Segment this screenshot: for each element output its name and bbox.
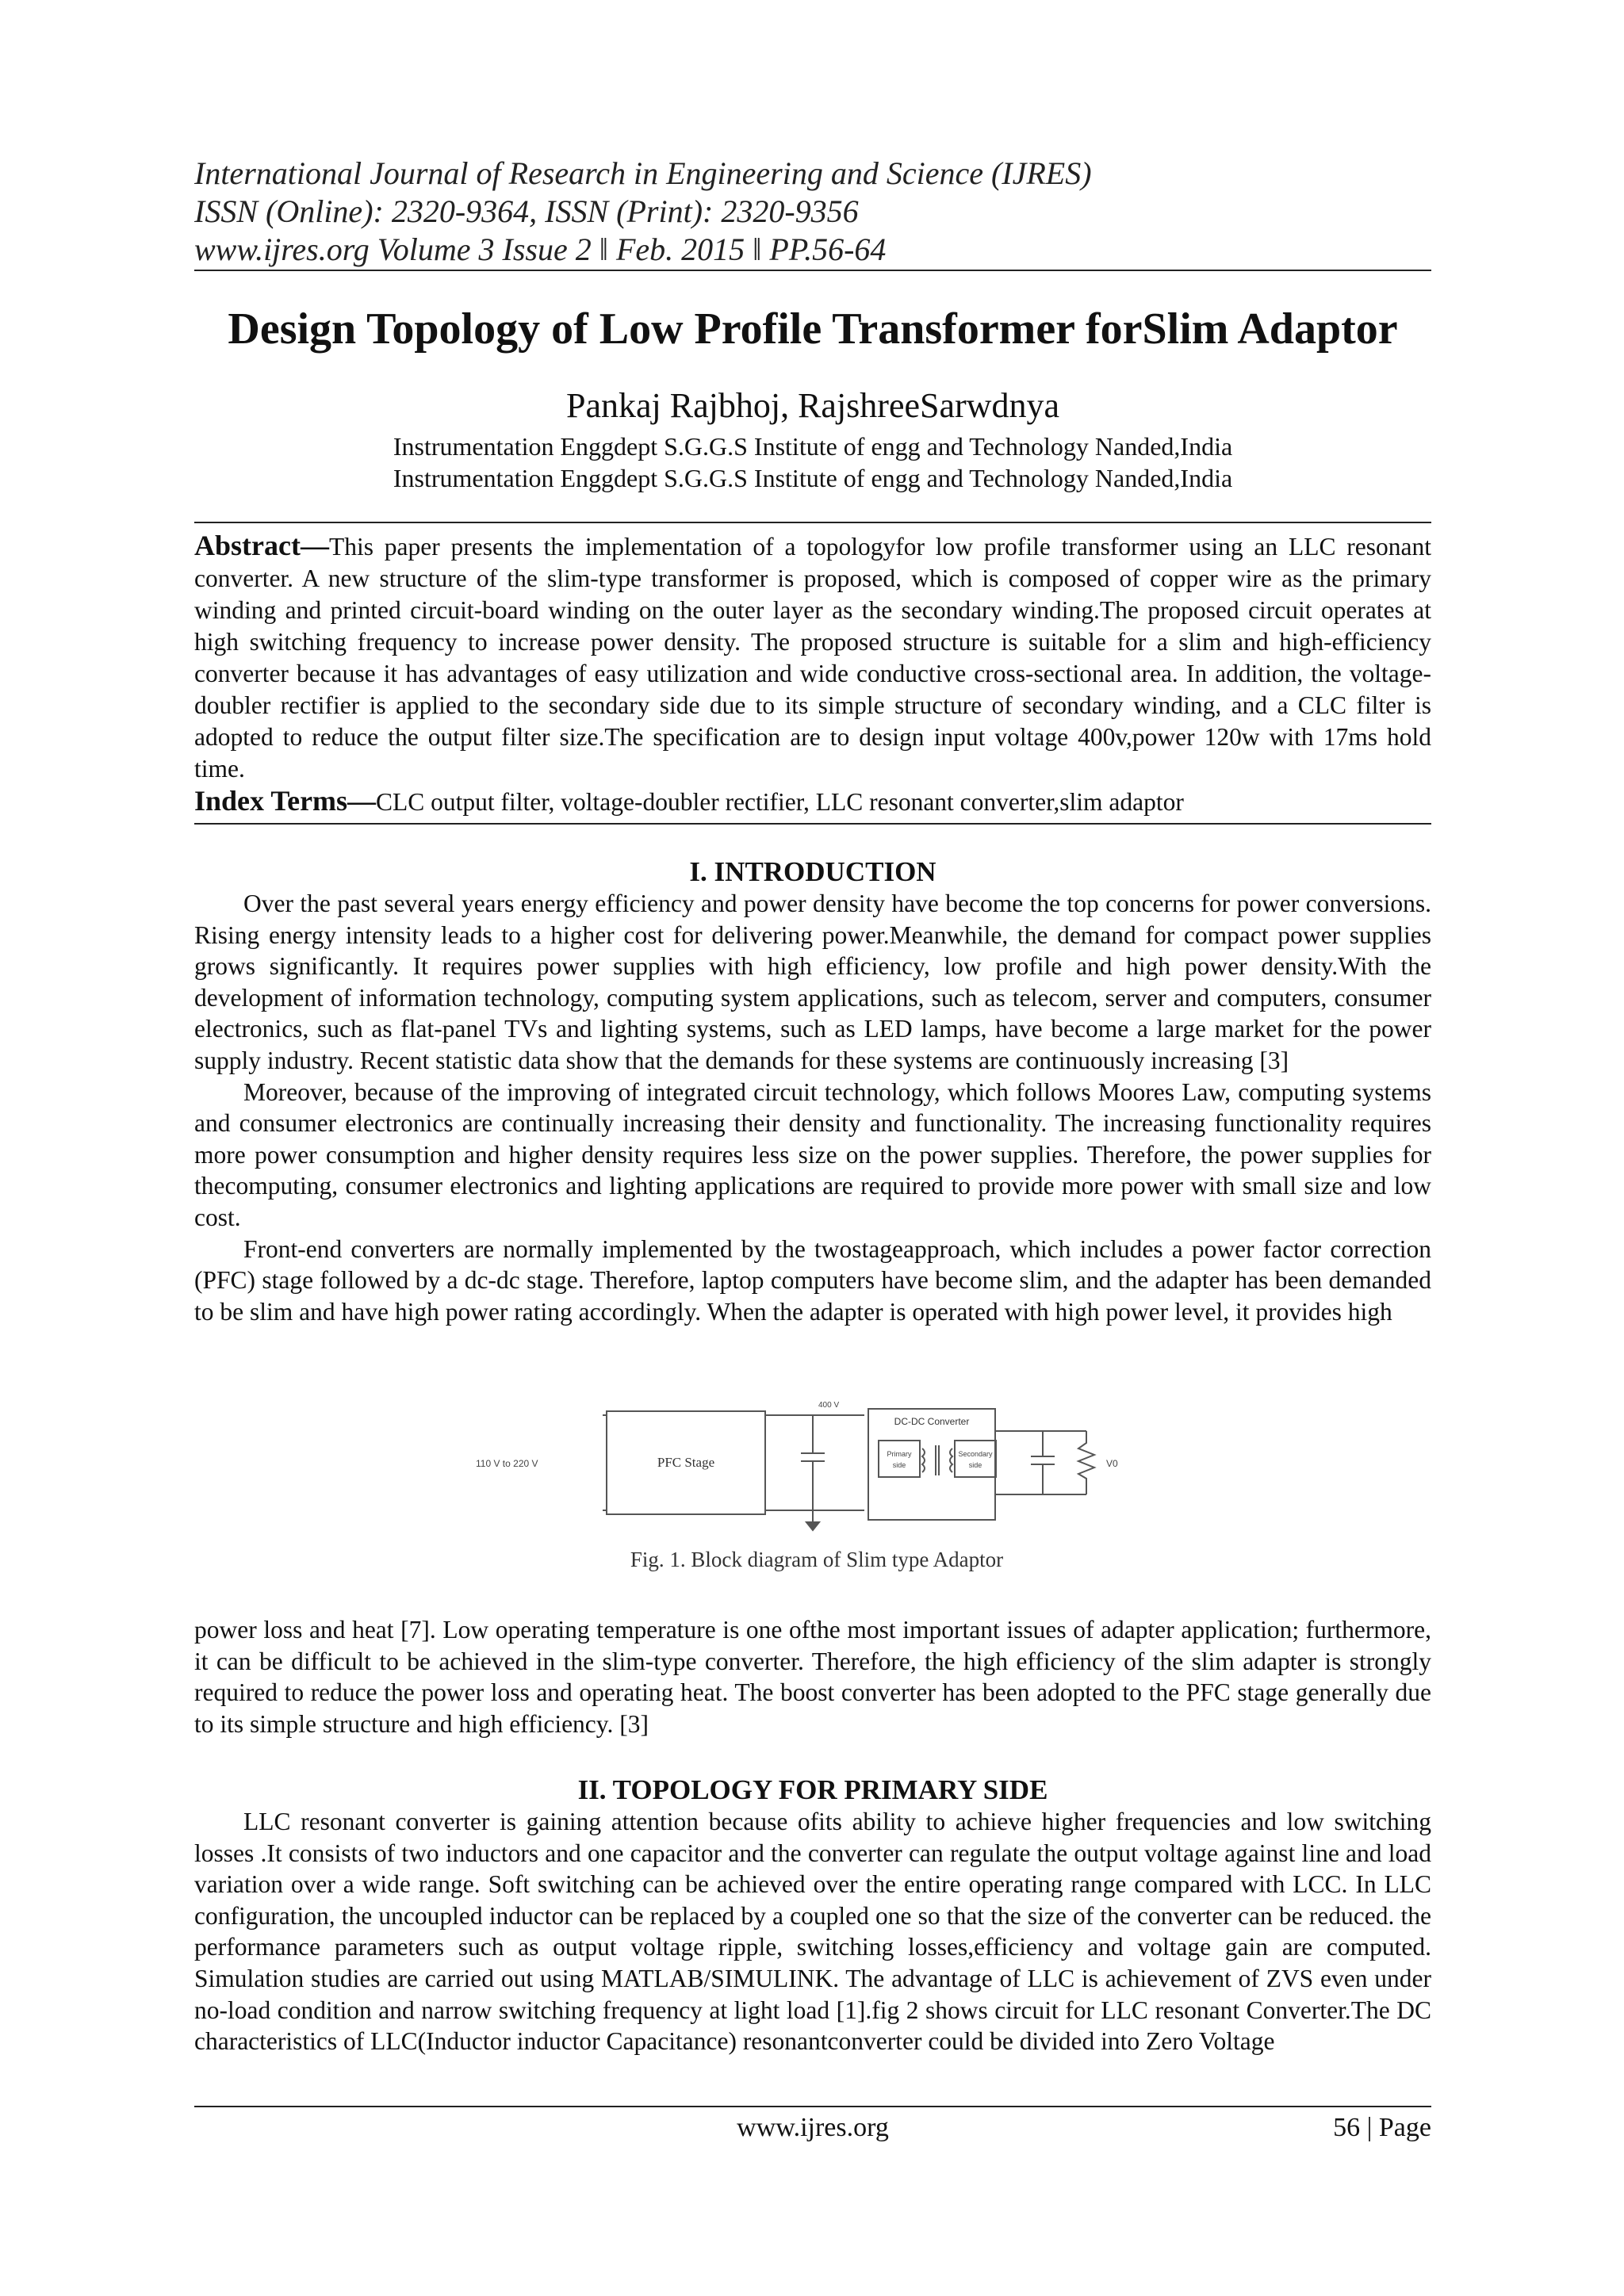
index-terms-text: CLC output filter, voltage-doubler rectifier, LLC resonant converter,slim adaptor — [376, 788, 1184, 816]
secondary-side-box — [955, 1441, 996, 1477]
abstract-text: This paper presents the implementation of a topologyfor low profile transformer using an LLC resonant converter. A new structure of the slim-type transformer is proposed, which is composed of copper wire as the primary winding and printed circuit-board winding on the outer layer as the secondary winding.The proposed circuit operates at high switching frequency to increase power density. The proposed structure is suitable for a slim and high-efficiency converter because it has advantages of easy utilization and wide conductive cross-sectional area. In addition, the voltage-doubler rectifier is applied to the secondary side due to its simple structure of secondary winding, and a CLC filter is adopted to reduce the output filter size.The specification are to design input voltage 400v,power 120w with 17ms hold time. — [194, 533, 1431, 783]
abstract-paragraph — [194, 530, 1431, 785]
bus-voltage-label: 400 V — [818, 1401, 840, 1410]
affiliation-1: Instrumentation Enggdept S.G.G.S Institute of engg and Technology Nanded,India — [393, 432, 1233, 461]
topology-body — [194, 1806, 1431, 2057]
primary-side-box — [879, 1441, 920, 1477]
abstract-top-rule — [194, 522, 1431, 523]
intro-paragraph-continued: power loss and heat [7]. Low operating temperature is one ofthe most important issues of adapter application; furthermore, it can be difficult to be achieved in the slim-type converter. Therefore, the high efficiency of the slim adapter is strongly required to reduce the power loss and operating heat. The boost converter has been adopted to the PFC stage generally due to its simple structure and high efficiency. [3] — [194, 1616, 1431, 1738]
secondary-side-label-line-2: side — [968, 1461, 982, 1469]
section-heading-topology: II. TOPOLOGY FOR PRIMARY SIDE — [577, 1774, 1048, 1805]
paper-title: Design Topology of Low Profile Transformer forSlim Adaptor — [228, 304, 1398, 354]
abstract-bottom-rule — [194, 823, 1431, 825]
journal-issn: ISSN (Online): 2320-9364, ISSN (Print): 2320-9356 — [194, 193, 859, 229]
intro-paragraph-1: Over the past several years energy efficiency and power density have become the top concerns for power conversions. Rising energy intensity leads to a higher cost for delivering power.Meanwhile, the demand for compact power supplies grows significantly. It requires power supplies with high efficiency, low profile and high power density.With the development of information technology, computing system applications, such as telecom, server and computers, consumer electronics, such as flat-panel TVs and lighting systems, such as LED lamps, have become a large market for the power supply industry. Recent statistic data show that the demands for these systems are continuously increasing [3] — [194, 890, 1431, 1074]
journal-volume: www.ijres.org Volume 3 Issue 2 ǁ Feb. 2015 ǁ PP.56-64 — [194, 232, 887, 267]
intro-paragraph-3: Front-end converters are normally implemented by the twostageapproach, which includes a power factor correction (PFC) stage followed by a dc-dc stage. Therefore, laptop computers have become slim, and the adapter has been demanded to be slim and have high power rating accordingly. When the adapter is operated with high power level, it provides high — [194, 1234, 1431, 1326]
index-terms-label: Index Terms— — [194, 785, 377, 817]
journal-header — [194, 155, 1431, 269]
topology-paragraph-1: LLC resonant converter is gaining attention because ofits ability to achieve higher frequencies and low switching losses .It consists of two inductors and one capacitor and the converter can regulate the output voltage against line and load variation over a wide range. Soft switching can be achieved over the entire operating range compared with LCC. In LLC configuration, the uncoupled inductor can be replaced by a coupled one so that the size of the converter can be reduced. the performance parameters such as output voltage ripple, switching losses,efficiency and voltage gain are computed. Simulation studies are carried out using MATLAB/SIMULINK. The advantage of LLC is achievement of ZVS even under no-load condition and narrow switching frequency at light load [1].fig 2 shows circuit for LLC resonant Converter.The DC characteristics of LLC(Inductor inductor Capacitance) resonantconverter could be divided into Zero Voltage — [194, 1808, 1431, 2056]
index-terms — [194, 785, 1431, 818]
affiliation-2: Instrumentation Enggdept S.G.G.S Institute of engg and Technology Nanded,India — [393, 464, 1233, 492]
figure-1-caption: Fig. 1. Block diagram of Slim type Adaptor — [630, 1548, 1004, 1571]
abstract-label: Abstract— — [194, 530, 329, 561]
dcdc-converter-label: DC-DC Converter — [894, 1416, 970, 1427]
journal-name: International Journal of Research in Engineering and Science (IJRES) — [194, 155, 1092, 191]
introduction-continuation — [194, 1614, 1431, 1739]
input-voltage-label: 110 V to 220 V — [476, 1458, 538, 1469]
section-heading-introduction: I. INTRODUCTION — [689, 856, 936, 887]
introduction-body — [194, 888, 1431, 1327]
abstract-block — [194, 530, 1431, 818]
footer-site: www.ijres.org — [737, 2113, 889, 2142]
primary-side-label-line-2: side — [892, 1461, 906, 1469]
intro-paragraph-2: Moreover, because of the improving of integrated circuit technology, which follows Moores Law, computing systems and consumer electronics are continually increasing their density and functionality. The increasing functionality requires more power consumption and higher density requires less size on the power supplies. Therefore, the power supplies for thecomputing, consumer electronics and lighting applications are required to provide more power with small size and low cost. — [194, 1077, 1431, 1231]
pfc-stage-label: PFC Stage — [657, 1455, 715, 1470]
footer-page-number: 56 | Page — [1333, 2113, 1431, 2142]
figure-1-block-diagram — [476, 1399, 1158, 1542]
paper-affiliations — [194, 430, 1431, 494]
header-rule — [194, 270, 1431, 271]
footer-rule — [194, 2106, 1431, 2107]
output-voltage-label: V0 — [1106, 1458, 1118, 1469]
secondary-side-label-line-1: Secondary — [958, 1450, 993, 1458]
primary-side-label-line-1: Primary — [887, 1450, 912, 1458]
paper-authors: Pankaj Rajbhoj, RajshreeSarwdnya — [566, 386, 1059, 425]
